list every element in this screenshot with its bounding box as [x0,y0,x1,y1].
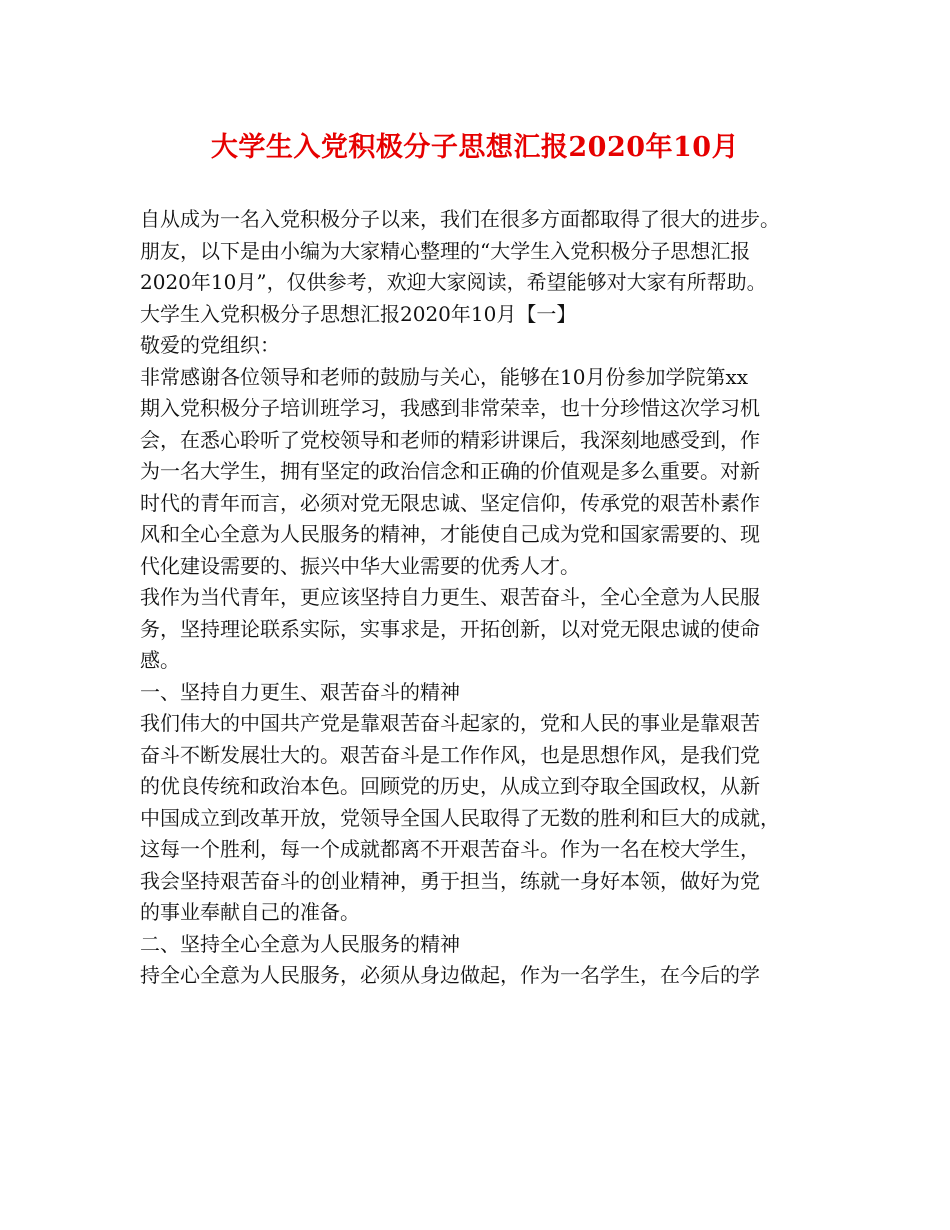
body-line: 中国成立到改革开放，党领导全国人民取得了无数的胜利和巨大的成就， [140,805,780,830]
body-line: 为一名大学生，拥有坚定的政治信念和正确的价值观是多么重要。对新 [140,459,760,483]
body-line: 我会坚持艰苦奋斗的创业精神，勇于担当，练就一身好本领，做好为党 [140,868,760,893]
document-body [140,204,830,992]
body-line: 我们伟大的中国共产党是靠艰苦奋斗起家的，党和人民的事业是靠艰苦 [140,711,760,735]
section-heading: 一、坚持自力更生、艰苦奋斗的精神 [140,679,460,704]
body-line: 奋斗不断发展壮大的。艰苦奋斗是工作作风，也是思想作风，是我们党 [140,742,760,767]
body-line: 会，在悉心聆听了党校领导和老师的精彩讲课后，我深刻地感受到，作 [140,427,760,452]
body-line: 这每一个胜利，每一个成就都离不开艰苦奋斗。作为一名在校大学生， [140,837,760,861]
body-line: 非常感谢各位领导和老师的鼓励与关心，能够在10月份参加学院第xx [140,364,749,389]
body-line: 感。 [140,648,180,672]
body-line: 的优良传统和政治本色。回顾党的历史，从成立到夺取全国政权，从新 [140,774,760,798]
body-line: 时代的青年而言，必须对党无限忠诚、坚定信仰，传承党的艰苦朴素作 [140,490,760,515]
section-heading: 二、坚持全心全意为人民服务的精神 [140,931,460,956]
body-line: 自从成为一名入党积极分子以来，我们在很多方面都取得了很大的进步。 [140,207,780,231]
body-line: 代化建设需要的、振兴中华大业需要的优秀人才。 [140,553,580,578]
body-line: 的事业奉献自己的准备。 [140,900,360,924]
salutation: 敬爱的党组织： [140,333,280,357]
section-heading: 大学生入党积极分子思想汇报2020年10月【一】 [140,301,577,326]
body-line: 期入党积极分子培训班学习，我感到非常荣幸，也十分珍惜这次学习机 [140,396,760,420]
body-line: 2020年10月”，仅供参考，欢迎大家阅读，希望能够对大家有所帮助。 [140,270,767,294]
body-line: 持全心全意为人民服务，必须从身边做起，作为一名学生，在今后的学 [140,963,760,987]
body-line: 朋友，以下是由小编为大家精心整理的“大学生入党积极分子思想汇报 [140,238,751,263]
body-line: 务，坚持理论联系实际，实事求是，开拓创新，以对党无限忠诚的使命 [140,616,760,641]
document-title: 大学生入党积极分子思想汇报2020年10月 [210,132,740,163]
body-line: 风和全心全意为人民服务的精神，才能使自己成为党和国家需要的、现 [140,522,760,546]
body-line: 我作为当代青年，更应该坚持自力更生、艰苦奋斗，全心全意为人民服 [140,585,760,609]
